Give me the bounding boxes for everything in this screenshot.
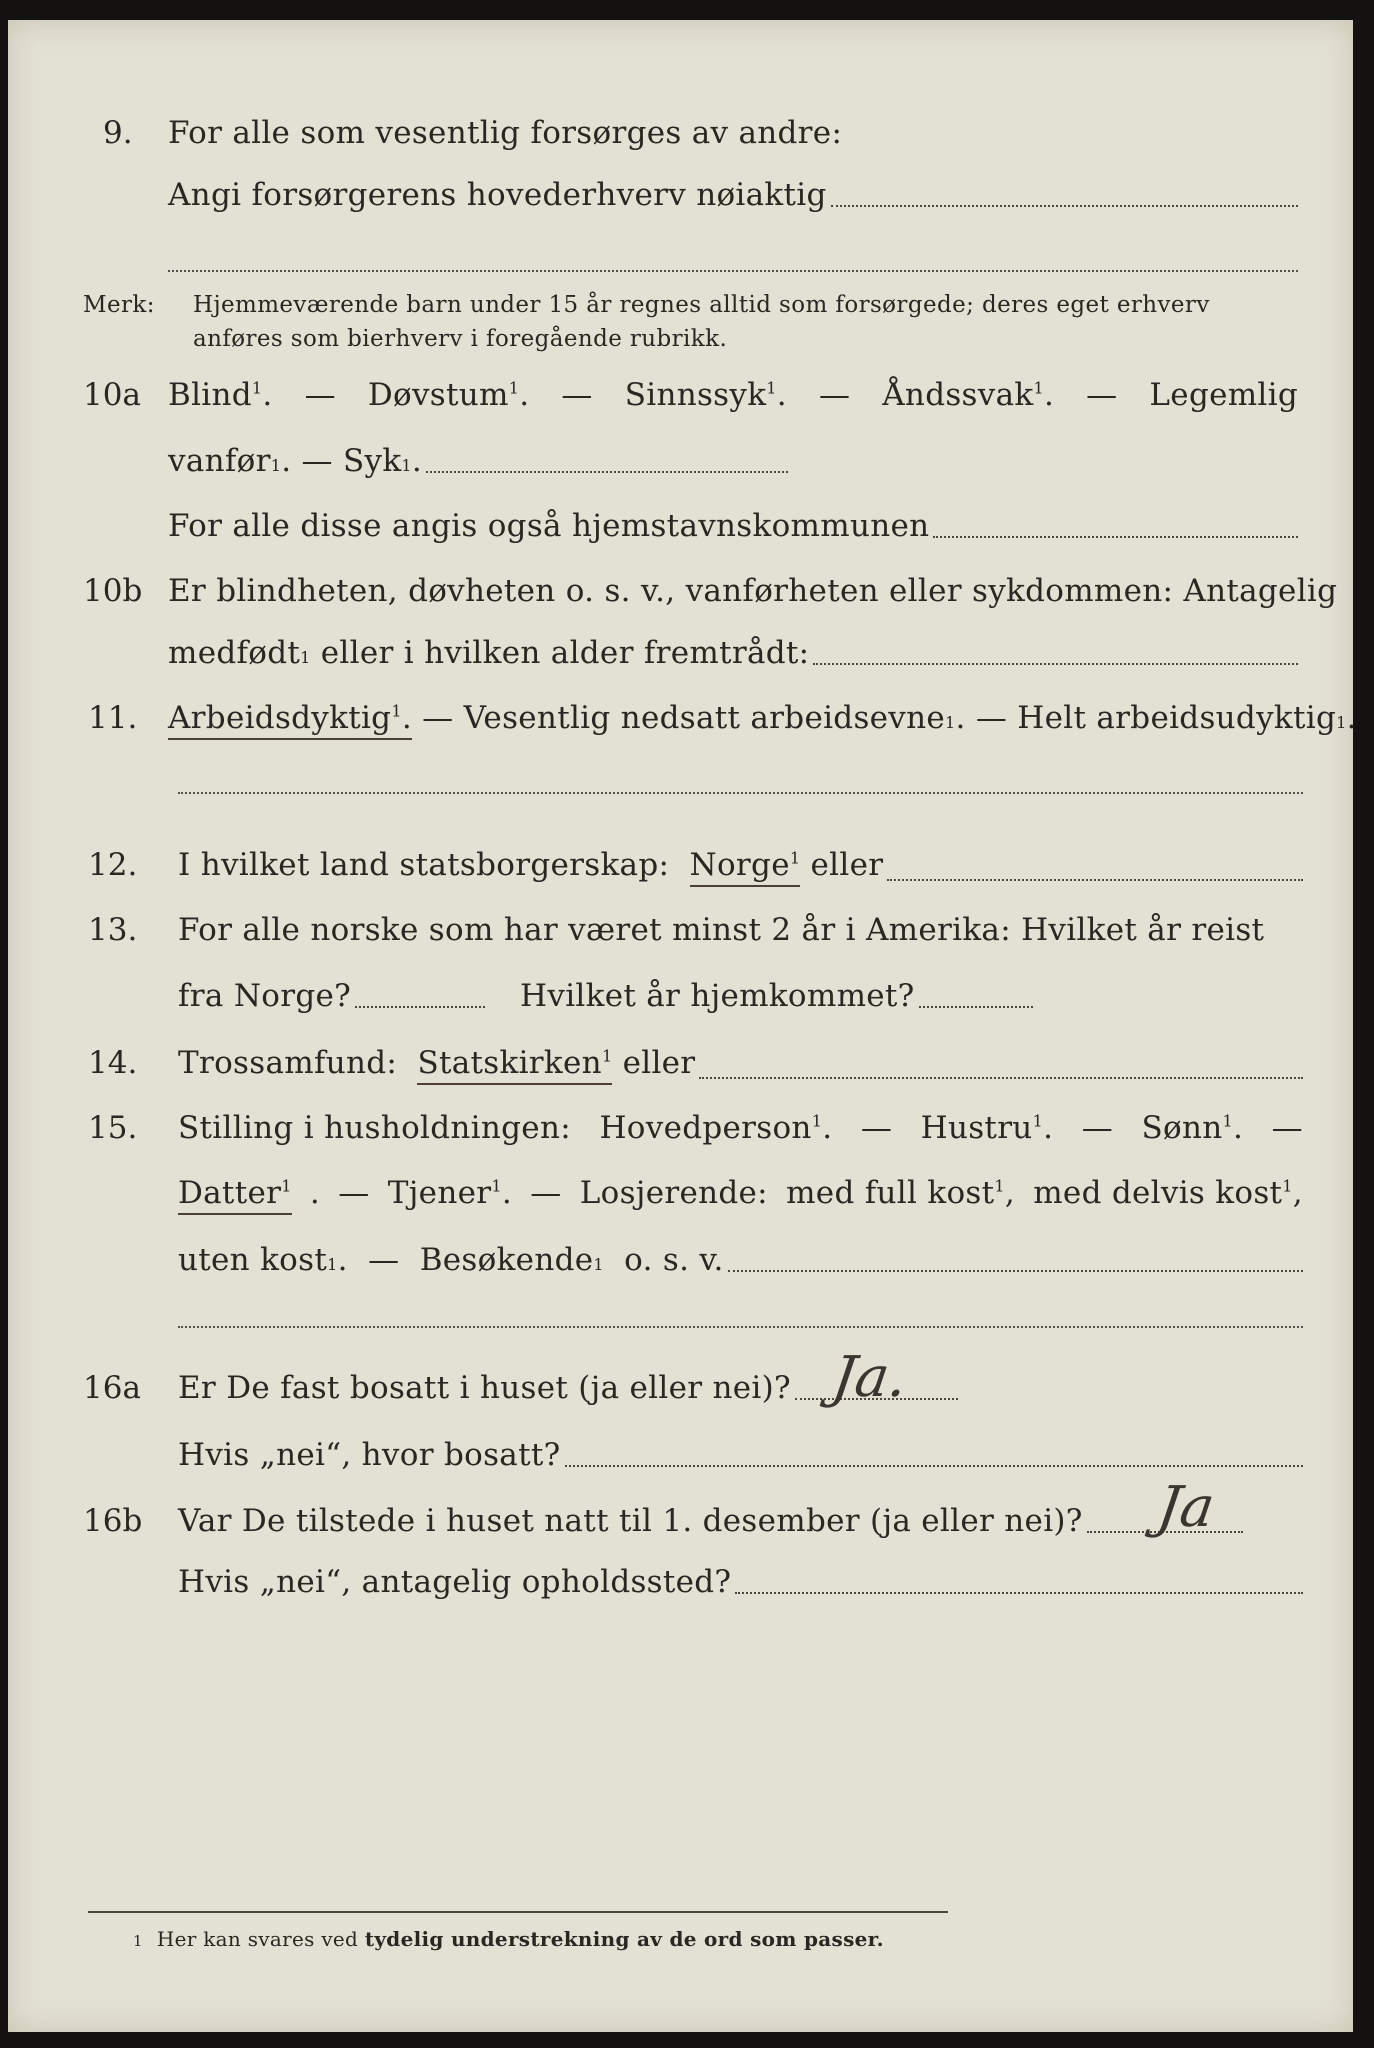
option-vesentlig-nedsatt[interactable]: Vesentlig nedsatt arbeidsevne [463,700,946,736]
option-datter[interactable]: Datter$^1$ [178,1175,292,1215]
option-syk[interactable]: Syk [342,443,402,479]
footnote-bold: tydelig understrekning av de ord som passer. [364,1927,884,1951]
q15-stilling: Stilling i husholdningen: [178,1110,571,1146]
q14-number: 14. [88,1045,138,1081]
q16b-line1: Var De tilstede i huset natt til 1. desember (ja eller nei)? [178,1503,1083,1539]
footnote-text: Her kan svares ved [156,1927,359,1951]
census-form-page: 9. For alle som vesentlig forsørges av andre: Angi forsørgerens hovederhverv nøiaktig Merk: Hjemmeværende barn under 15 år regnes alltid som forsørgede; deres eget erhverv anføres som bierhverv i foregående rubrikk. 10a Blind$^1$. — Døvstum$^1$. — Sinnssyk$^1$. — Åndssvak$^1$. — Legemlig vanfør 1 . — Syk 1 . For alle disse angis også hjemstavnskommunen 10b Er blindheten, døvheten o. s. v., vanførheten eller sykdommen: Antagelig medfødt 1 eller i hvilken alder fremtrådt: 11. Arbeidsdyktig$^1$. — Vesentlig nedsatt arbeidsevne 1 . — Helt arbeidsudyktig 1 . 12. I hvilket land statsborgerskap: Norge$^1$ eller 13. For alle norske som har været minst 2 år i Amerika: Hvilket år reist fra Norge? Hvilket år hjemkommet? 14. Trossamfund: Statskirken$^1$ eller 15. Stilling i husholdningen: Hovedperson$^1$. — Hustru$^1$. — Sønn$^1$. — Datter$^1$ . — Tjener$^1$. — Losjerende: med full kost$^1$, med delvis kost$^1$, uten kost 1 . — Besøkende 1 o. s. v. 16a Er De fast bosatt i huset (ja eller nei)? Ja. Hvis „nei“, hvor bosatt? 16b Var De tilstede i huset natt til 1. desember (ja eller nei)? Ja Hvis „nei“, antagelig opholdssted? 1 Her kan svares ved tydelig understrekning av de ord som passer. [8,20,1353,2032]
q13-reist-line[interactable] [355,1006,485,1008]
q10a-hjemstavn-line[interactable] [933,536,1298,538]
option-dovstum[interactable]: Døvstum [367,377,509,413]
q16a-handwritten-answer: Ja. [828,1345,912,1410]
q11-extra-line[interactable] [178,792,1303,794]
q16b-line2: Hvis „nei“, antagelig opholdssted? [178,1564,732,1600]
q16a-number: 16a [83,1370,141,1406]
q10b-line1: Er blindheten, døvheten o. s. v., vanførheten eller sykdommen: Antagelig [168,573,1338,609]
merk-line1: Hjemmeværende barn under 15 år regnes alltid som forsørgede; deres eget erhverv [193,292,1210,318]
option-hovedperson[interactable]: Hovedperson [599,1110,812,1146]
option-uten-kost[interactable]: uten kost [178,1242,328,1278]
merk-line2: anføres som bierhverv i foregående rubrikk. [193,326,728,352]
option-sinnssyk[interactable]: Sinnssyk [624,377,767,413]
q15-stilling-line[interactable] [728,1270,1303,1272]
footnote-rule [88,1911,948,1913]
option-legemlig[interactable]: Legemlig [1149,377,1298,413]
q9-extra-line[interactable] [168,270,1298,272]
option-besokende[interactable]: Besøkende [419,1242,594,1278]
q9-line2: Angi forsørgerens hovederhverv nøiaktig [168,177,827,213]
q13-hjemkommet: Hvilket år hjemkommet? [520,978,915,1014]
q10a-line3: For alle disse angis også hjemstavnskommunen [168,508,930,544]
q13-line1: For alle norske som har været minst 2 år i Amerika: Hvilket år reist [178,912,1265,948]
q12-text: I hvilket land statsborgerskap: [178,847,670,883]
footnote-mark: 1 [133,1932,143,1950]
option-hustru[interactable]: Hustru [920,1110,1033,1146]
q9-answer-line[interactable] [831,205,1298,207]
q16a-bosatt-line[interactable] [565,1465,1303,1467]
merk-label: Merk: [83,292,155,318]
q16a-line1: Er De fast bosatt i huset (ja eller nei)? [178,1370,791,1406]
option-arbeidsdyktig[interactable]: Arbeidsdyktig$^1$. [168,700,412,740]
q13-number: 13. [88,912,138,948]
option-full-kost[interactable]: med full kost [786,1175,995,1211]
q9-number: 9. [103,115,133,151]
q12-land-line[interactable] [887,879,1303,881]
q9-line1: For alle som vesentlig forsørges av andre: [168,115,843,151]
q11-number: 11. [88,700,138,736]
option-andssvak[interactable]: Åndssvak [882,377,1034,413]
q15-extra-line[interactable] [178,1326,1303,1328]
option-vanfor[interactable]: vanfør [168,443,271,479]
q16b-opholdssted-line[interactable] [735,1592,1303,1594]
q15-losjerende: Losjerende: [579,1175,768,1211]
option-blind[interactable]: Blind [168,377,252,413]
q10b-alder-line[interactable] [813,663,1298,665]
q13-fra-norge: fra Norge? [178,978,352,1014]
q16b-handwritten-answer: Ja [1153,1475,1219,1540]
option-tjener[interactable]: Tjener [387,1175,492,1211]
option-helt-udyktig[interactable]: Helt arbeidsudyktig [1017,700,1337,736]
q14-trossamfund-line[interactable] [699,1077,1303,1079]
q10a-number: 10a [83,377,141,413]
q13-hjemkommet-line[interactable] [919,1006,1033,1008]
q16b-number: 16b [83,1503,143,1539]
q12-number: 12. [88,847,138,883]
q16a-line2: Hvis „nei“, hvor bosatt? [178,1437,561,1473]
q10b-number: 10b [83,573,143,609]
q14-text: Trossamfund: [178,1045,398,1081]
option-delvis-kost[interactable]: med delvis kost [1033,1175,1283,1211]
option-statskirken[interactable]: Statskirken$^1$ [417,1045,612,1085]
q15-number: 15. [88,1110,138,1146]
option-sonn[interactable]: Sønn [1141,1110,1223,1146]
option-norge[interactable]: Norge$^1$ [690,847,801,887]
option-medfodt[interactable]: medfødt [168,635,301,671]
q10a-syk-line[interactable] [426,471,788,473]
